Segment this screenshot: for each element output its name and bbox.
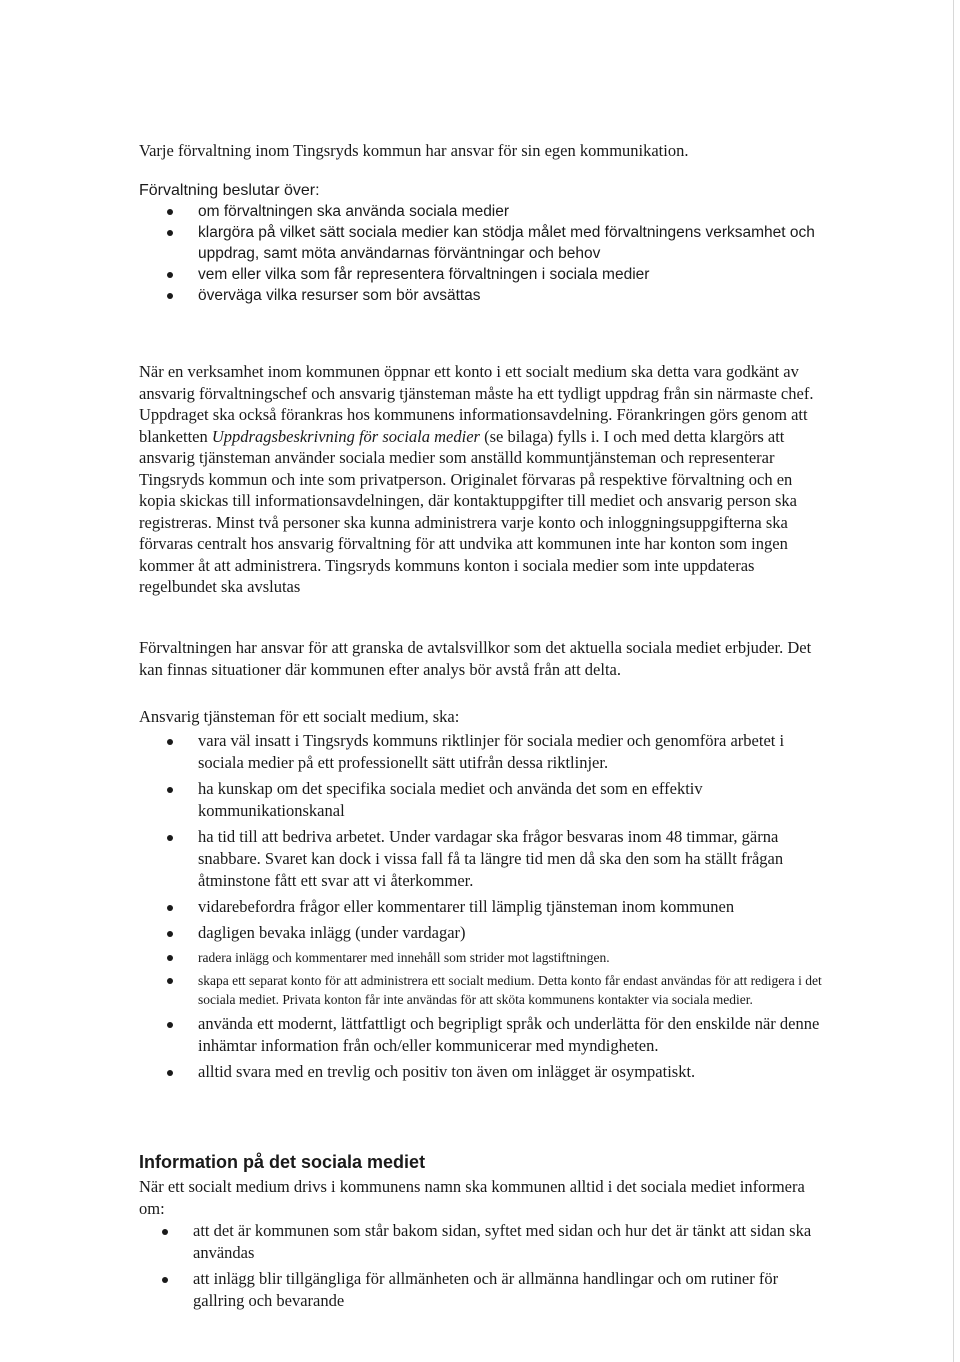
page-edge-line	[953, 0, 954, 1362]
section-heading: Information på det sociala mediet	[139, 1152, 426, 1172]
decides-heading: Förvaltning beslutar över:	[139, 182, 320, 199]
bullet-icon	[167, 978, 173, 984]
list-item: överväga vilka resurser som bör avsättas	[198, 285, 829, 306]
list-item: att inlägg blir tillgängliga för allmänheten och är allmänna handlingar och om rutiner för gallring och bevarande	[193, 1268, 829, 1312]
list-item: ha kunskap om det specifika sociala mediet och använda det som en effektiv kommunikationskanal	[198, 778, 829, 822]
granska-paragraph: Förvaltningen har ansvar för att granska de avtalsvillkor som det aktuella sociala mediet erbjuder. Det kan finnas situationer där kommunen efter analys bör avstå från att delta.	[139, 638, 812, 679]
list-item: alltid svara med en trevlig och positiv ton även om inlägget är osympatiskt.	[198, 1061, 829, 1083]
list-item: ha tid till att bedriva arbetet. Under vardagar ska frågor besvaras inom 48 timmar, gärna snabbare. Svaret kan dock i vissa fall få ta längre tid men då ska den som ha ställt frågan åtminstone fått ett svar att vi återkommer.	[198, 826, 829, 892]
ansvarig-heading: Ansvarig tjänsteman för ett socialt medium, ska:	[139, 707, 460, 726]
list-item: klargöra på vilket sätt sociala medier kan stödja målet med förvaltningens verksamhet och uppdrag, samt möta användarnas förväntningar och behov	[198, 222, 829, 264]
bullet-icon	[167, 230, 173, 236]
ansvarig-section	[139, 706, 829, 1087]
list-item: radera inlägg och kommentarer med innehåll som strider mot lagstiftningen.	[198, 948, 829, 967]
list-item: vidarebefordra frågor eller kommentarer till lämplig tjänsteman inom kommunen	[198, 896, 829, 918]
bullet-icon	[167, 787, 173, 793]
list-item: använda ett modernt, lättfattligt och begripligt språk och underlätta för den enskilde när denne inhämtar information från och/eller kommunicerar med myndigheten.	[198, 1013, 829, 1057]
bullet-icon	[167, 955, 173, 961]
verksamhet-paragraph: När en verksamhet inom kommunen öppnar ett konto i ett socialt medium ska detta vara godkänt av ansvarig förvaltningschef och ansvarig tjänsteman måste ha ett tydligt uppdrag från sin närmaste chef. Uppdraget ska också förankras hos kommunens informationsavdelning. Förankringen görs genom att blanketten Uppdragsbeskrivning för sociala medier (se bilaga) fylls i. I och med detta klargörs att ansvarig tjänsteman använder sociala medier som anställd kommuntjänsteman och representerar Tingsryds kommun och inte som privatperson. Originalet förvaras på respektive förvaltning och en kopia skickas till informationsavdelningen, där kontaktuppgifter till mediet och ansvarig person ska registreras. Minst två personer ska kunna administrera varje konto och inloggningsuppgifterna ska förvaras centralt hos ansvarig förvaltning för att undvika att kommunen inte har konton som ingen kommer åt att administrera. Tingsryds kommuns konton i sociala medier som inte uppdateras regelbundet ska avslutas	[139, 362, 814, 596]
decides-section	[139, 180, 829, 306]
bullet-icon	[162, 1277, 168, 1283]
info-paragraph: När ett socialt medium drivs i kommunens namn ska kommunen alltid i det sociala mediet informera om:	[139, 1177, 805, 1218]
bullet-icon	[167, 209, 173, 215]
decides-list	[198, 201, 829, 306]
list-item: dagligen bevaka inlägg (under vardagar)	[198, 922, 829, 944]
ansvarig-list	[198, 730, 829, 1083]
bullet-icon	[167, 1022, 173, 1028]
bullet-icon	[167, 931, 173, 937]
bullet-icon	[167, 905, 173, 911]
bullet-icon	[167, 1070, 173, 1076]
intro-paragraph: Varje förvaltning inom Tingsryds kommun har ansvar för sin egen kommunikation.	[139, 141, 689, 160]
info-list	[193, 1220, 829, 1312]
bullet-icon	[162, 1229, 168, 1235]
list-item: vara väl insatt i Tingsryds kommuns riktlinjer för sociala medier och genomföra arbetet i sociala medier på ett professionellt sätt utifrån dessa riktlinjer.	[198, 730, 829, 774]
form-name: Uppdragsbeskrivning för sociala medier	[211, 426, 480, 446]
list-item: skapa ett separat konto för att administrera ett socialt medium. Detta konto får endast användas för att redigera i det sociala mediet. Privata konton får inte användas för att sköta kommunens kontakter via sociala medier.	[198, 971, 829, 1009]
list-item: vem eller vilka som får representera förvaltningen i sociala medier	[198, 264, 829, 285]
bullet-icon	[167, 835, 173, 841]
info-section	[139, 1150, 829, 1316]
list-item: om förvaltningen ska använda sociala medier	[198, 201, 829, 222]
list-item: att det är kommunen som står bakom sidan, syftet med sidan och hur det är tänkt att sidan ska användas	[193, 1220, 829, 1264]
bullet-icon	[167, 272, 173, 278]
bullet-icon	[167, 293, 173, 299]
bullet-icon	[167, 739, 173, 745]
